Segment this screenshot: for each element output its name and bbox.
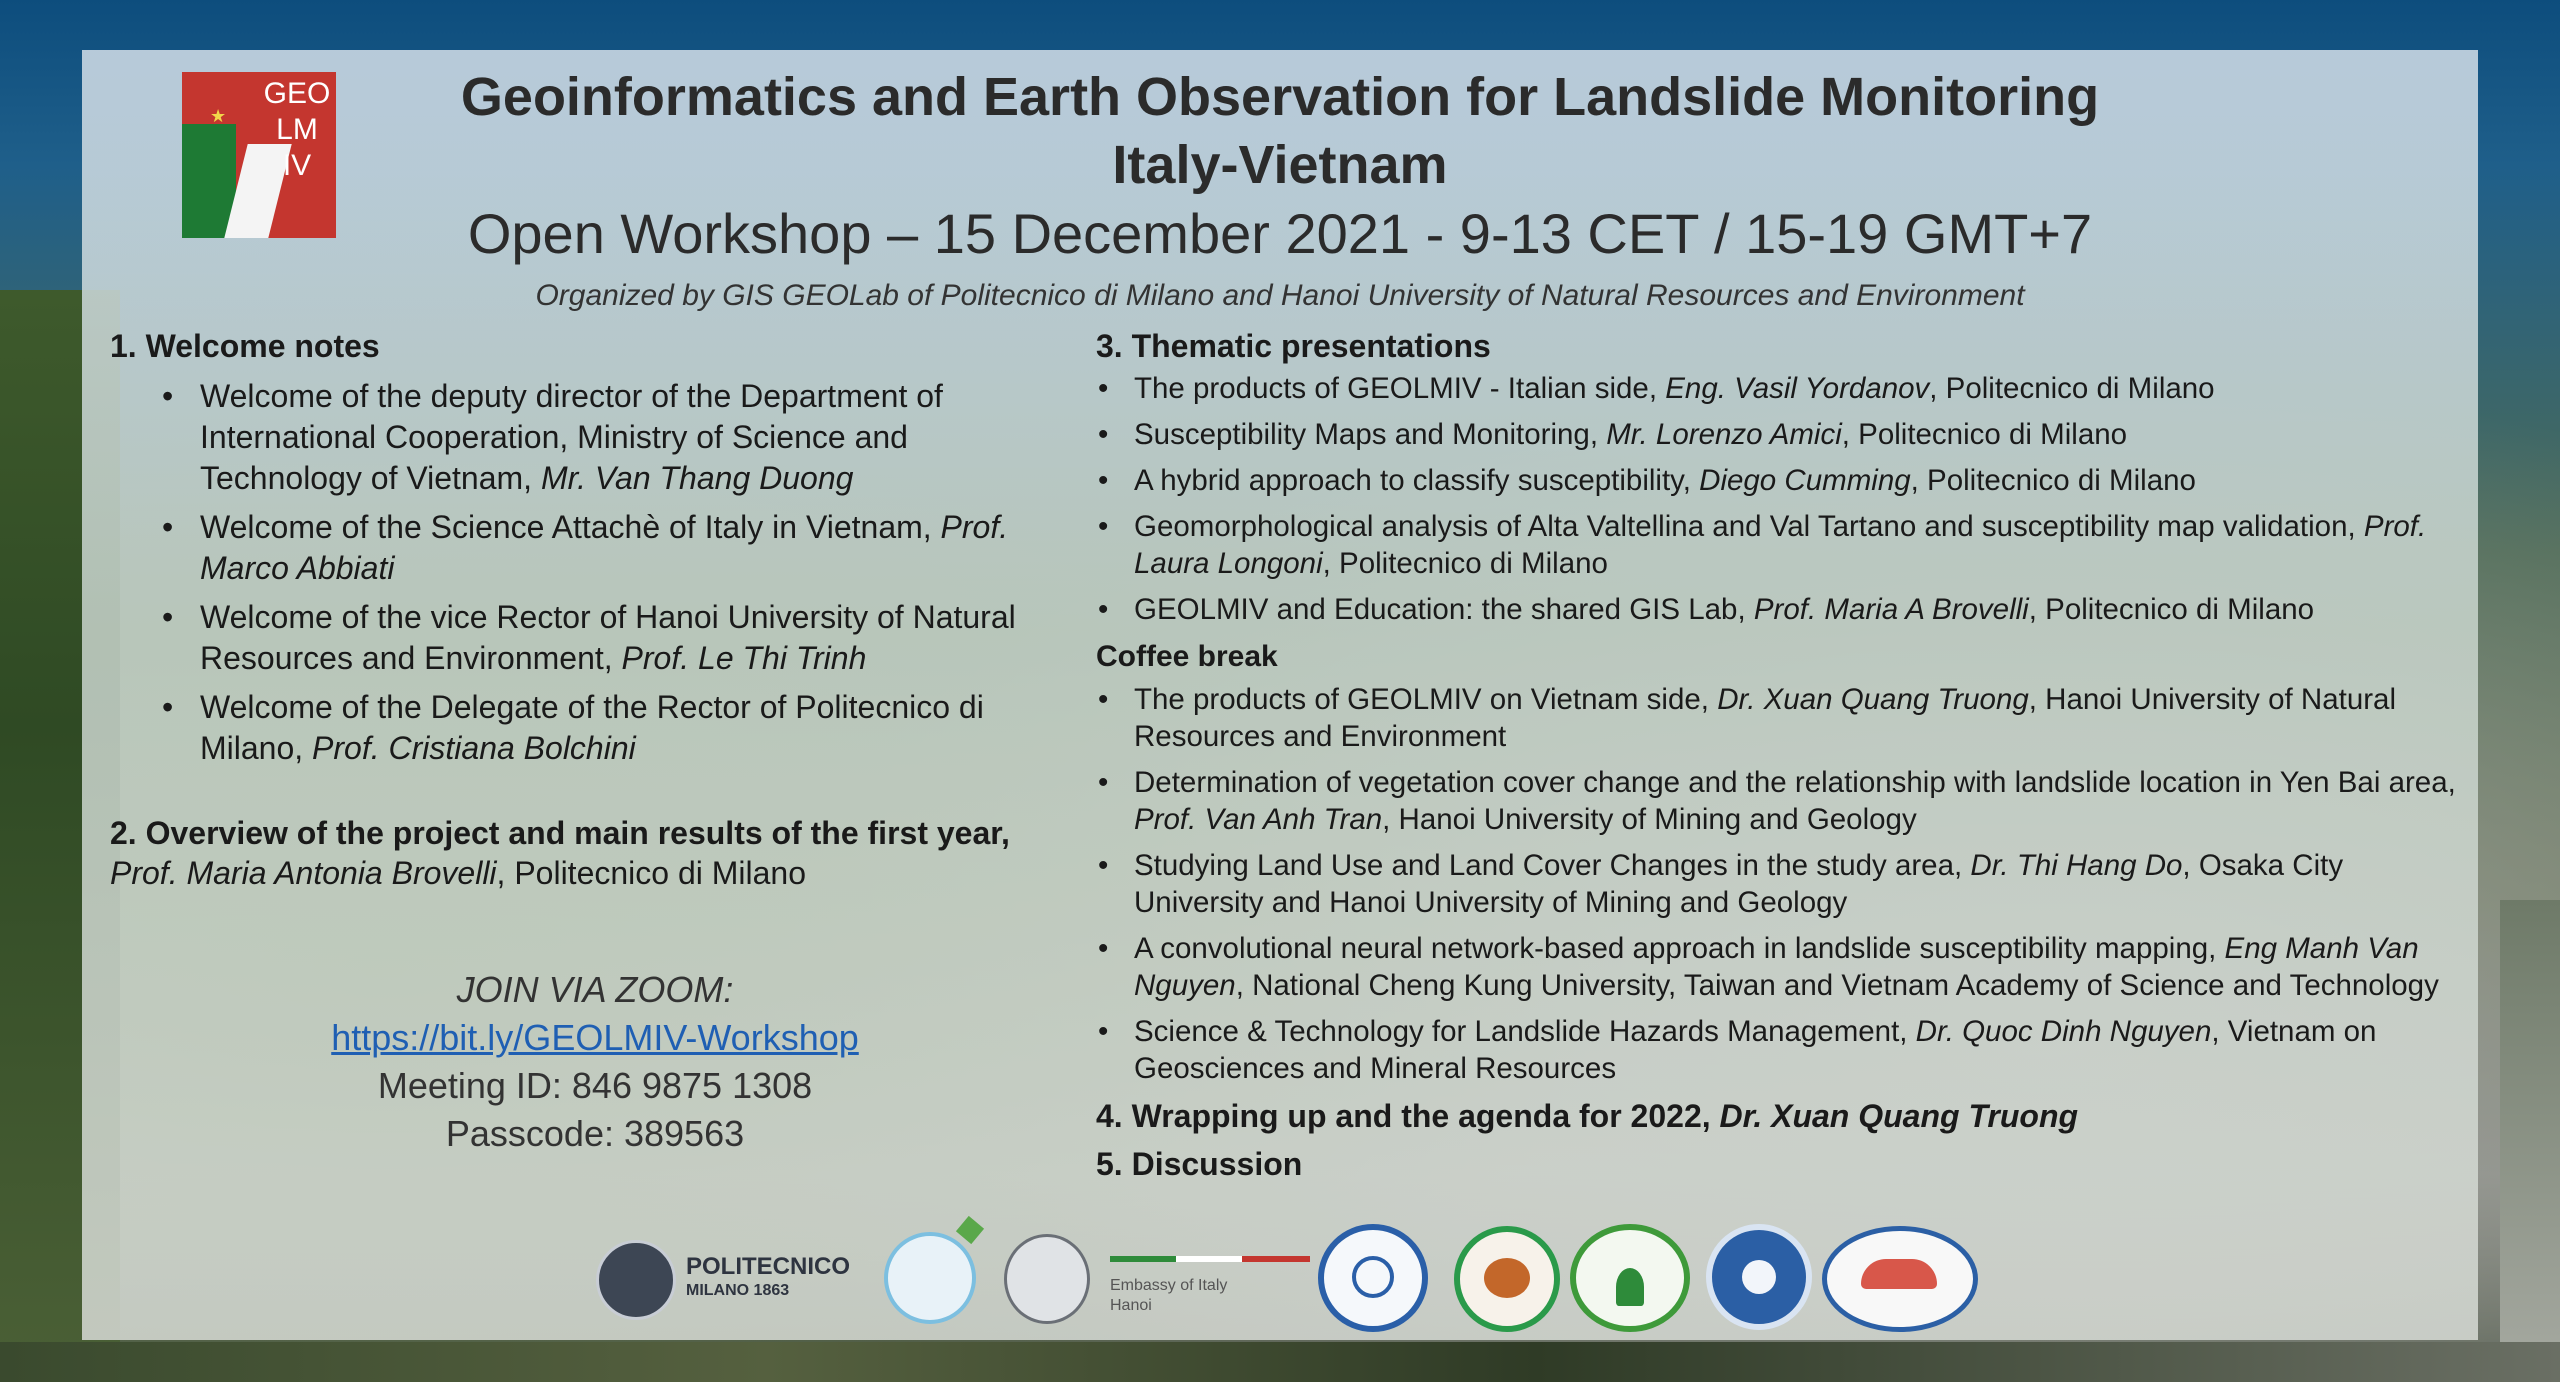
section-2 — [110, 813, 1060, 893]
zoom-info — [150, 966, 1040, 1158]
item-text: The products of GEOLMIV on Vietnam side, — [1134, 683, 1718, 716]
item-speaker: Dr. Quoc Dinh Nguyen — [1915, 1015, 2212, 1048]
talk-item — [1096, 462, 2476, 499]
logo-detail — [1742, 1260, 1776, 1294]
zoom-title: JOIN VIA ZOOM: — [456, 969, 734, 1010]
logo-detail — [1616, 1268, 1644, 1306]
title-main: Geoinformatics and Earth Observation for Landslide Monitoring — [460, 67, 2100, 127]
item-text: Geomorphological analysis of Alta Valtellina and Val Tartano and susceptibility map validation, — [1134, 510, 2364, 543]
welcome-list — [162, 376, 1060, 769]
talk-item — [1096, 847, 2476, 921]
satellite-icon — [956, 1216, 984, 1244]
globe-plant-logo-icon — [1570, 1224, 1690, 1332]
background-terrain-right — [2500, 900, 2560, 1382]
coffee-break: Coffee break — [1096, 640, 1278, 673]
geolab-globe-icon — [884, 1232, 976, 1324]
logo-detail — [1861, 1259, 1937, 1289]
welcome-item — [162, 376, 1060, 499]
background-terrain-bottom — [0, 1342, 2560, 1382]
item-speaker: Prof. Van Anh Tran — [1134, 803, 1383, 836]
zoom-passcode: Passcode: 389563 — [445, 1113, 745, 1154]
talk-item — [1096, 591, 2476, 628]
partner-logos — [596, 1220, 1996, 1332]
title-countries: Italy-Vietnam — [1112, 135, 1448, 195]
section-3-heading: 3. Thematic presentations — [1096, 328, 1491, 364]
section-2-affil: , Politecnico di Milano — [496, 855, 807, 891]
item-speaker: Mr. Lorenzo Amici — [1606, 418, 1842, 451]
hunre-logo-icon — [1454, 1226, 1560, 1332]
section-4-speaker: Dr. Xuan Quang Truong — [1719, 1098, 2079, 1134]
item-text: A convolutional neural network-based approach in landslide susceptibility mapping, — [1134, 932, 2225, 965]
item-text: Welcome of the vice Rector of Hanoi University of Natural Resources and Environment, — [200, 599, 1016, 676]
vigmr-logo-icon — [1822, 1226, 1978, 1332]
talk-item — [1096, 1013, 2476, 1087]
section-5-heading: 5. Discussion — [1096, 1146, 1303, 1182]
section-2-heading: 2. Overview of the project and main results of the first year, — [110, 815, 1010, 851]
item-affil: , Vietnam on Geosciences and Mineral Resources — [1134, 1015, 2377, 1085]
embassy-city: Hanoi — [1110, 1297, 1152, 1314]
item-affil: , Hanoi University of Natural Resources and Environment — [1134, 683, 2397, 753]
talk-item — [1096, 508, 2476, 582]
item-affil: , National Cheng Kung University, Taiwan and Vietnam Academy of Science and Technology — [1235, 969, 2439, 1002]
item-text: Welcome of the deputy director of the Department of International Cooperation, Ministry of Science and Technology of Vietnam, — [200, 378, 943, 496]
politecnico-seal-icon — [596, 1240, 676, 1320]
item-text: The products of GEOLMIV - Italian side, — [1134, 372, 1666, 405]
talk-item — [1096, 764, 2476, 838]
thematic-list-2 — [1096, 681, 2476, 1087]
item-affil: , Politecnico di Milano — [1910, 464, 2196, 497]
item-affil: , Politecnico di Milano — [1322, 547, 1608, 580]
item-speaker: Prof. Marco Abbiati — [200, 509, 1009, 586]
logo-line-3: IV — [282, 149, 312, 182]
italian-emblem-icon — [1004, 1234, 1090, 1324]
item-speaker: Prof. Cristiana Bolchini — [312, 730, 636, 766]
section-1-heading: 1. Welcome notes — [110, 328, 380, 364]
item-text: Susceptibility Maps and Monitoring, — [1134, 418, 1607, 451]
zoom-link[interactable]: https://bit.ly/GEOLMIV-Workshop — [331, 1017, 859, 1058]
item-text: Science & Technology for Landslide Hazards Management, — [1134, 1015, 1916, 1048]
item-text: A hybrid approach to classify susceptibility, — [1134, 464, 1700, 497]
humg-logo-icon — [1706, 1224, 1812, 1330]
item-affil: , Politecnico di Milano — [1841, 418, 2128, 451]
item-speaker: Prof. Maria A Brovelli — [1753, 593, 2029, 626]
zoom-meeting-id: Meeting ID: 846 9875 1308 — [377, 1065, 813, 1106]
embassy-label: Embassy of Italy — [1110, 1277, 1228, 1294]
title-date: Open Workshop – 15 December 2021 - 9-13 CET / 15-19 GMT+7 — [467, 202, 2093, 265]
item-speaker: Mr. Van Thang Duong — [540, 460, 854, 496]
organizer-line: Organized by GIS GEOLab of Politecnico di Milano and Hanoi University of Natural Resources and Environment — [535, 279, 2025, 312]
left-column — [110, 326, 1060, 893]
logo-detail — [1484, 1258, 1530, 1298]
item-text: GEOLMIV and Education: the shared GIS Lab, — [1134, 593, 1754, 626]
talk-item — [1096, 930, 2476, 1004]
welcome-item — [162, 507, 1060, 589]
item-speaker: Diego Cumming — [1699, 464, 1911, 497]
welcome-item — [162, 597, 1060, 679]
talk-item — [1096, 370, 2476, 407]
item-speaker: Eng. Vasil Yordanov — [1665, 372, 1930, 405]
item-speaker: Eng Manh Van Nguyen — [1134, 932, 2419, 1002]
politecnico-name: POLITECNICO — [686, 1253, 851, 1280]
logo-line-1: GEO — [263, 77, 331, 110]
item-speaker: Dr. Xuan Quang Truong — [1717, 683, 2029, 716]
logo-detail — [1352, 1256, 1394, 1298]
italian-flag-bar — [1110, 1256, 1310, 1262]
item-text: Studying Land Use and Land Cover Changes in the study area, — [1134, 849, 1971, 882]
geolmiv-logo — [182, 72, 336, 238]
talk-item — [1096, 416, 2476, 453]
section-4 — [1096, 1096, 2476, 1136]
item-affil: , Hanoi University of Mining and Geology — [1382, 803, 1917, 836]
item-text: Welcome of the Delegate of the Rector of Politecnico di Milano, — [200, 689, 984, 766]
welcome-item — [162, 687, 1060, 769]
item-speaker: Prof. Le Thi Trinh — [621, 640, 867, 676]
item-speaker: Prof. Laura Longoni — [1134, 510, 2427, 580]
item-affil: , Osaka City University and Hanoi University of Mining and Geology — [1134, 849, 2344, 919]
section-2-speaker: Prof. Maria Antonia Brovelli — [110, 855, 497, 891]
ministry-science-logo-icon — [1318, 1224, 1428, 1332]
item-speaker: Dr. Thi Hang Do — [1970, 849, 2183, 882]
thematic-list — [1096, 370, 2476, 628]
item-affil: , Politecnico di Milano — [2028, 593, 2315, 626]
logo-line-2: LM — [276, 113, 318, 146]
right-column — [1096, 326, 2476, 1184]
logo-text — [262, 76, 332, 184]
section-4-heading: 4. Wrapping up and the agenda for 2022, — [1096, 1098, 1720, 1134]
item-text: Determination of vegetation cover change and the relationship with landslide location in Yen Bai area, — [1134, 766, 2456, 799]
item-text: Welcome of the Science Attachè of Italy in Vietnam, — [200, 509, 941, 545]
star-icon: ★ — [210, 106, 227, 126]
item-affil: , Politecnico di Milano — [1929, 372, 2215, 405]
politecnico-subtitle: MILANO 1863 — [686, 1282, 790, 1299]
talk-item — [1096, 681, 2476, 755]
